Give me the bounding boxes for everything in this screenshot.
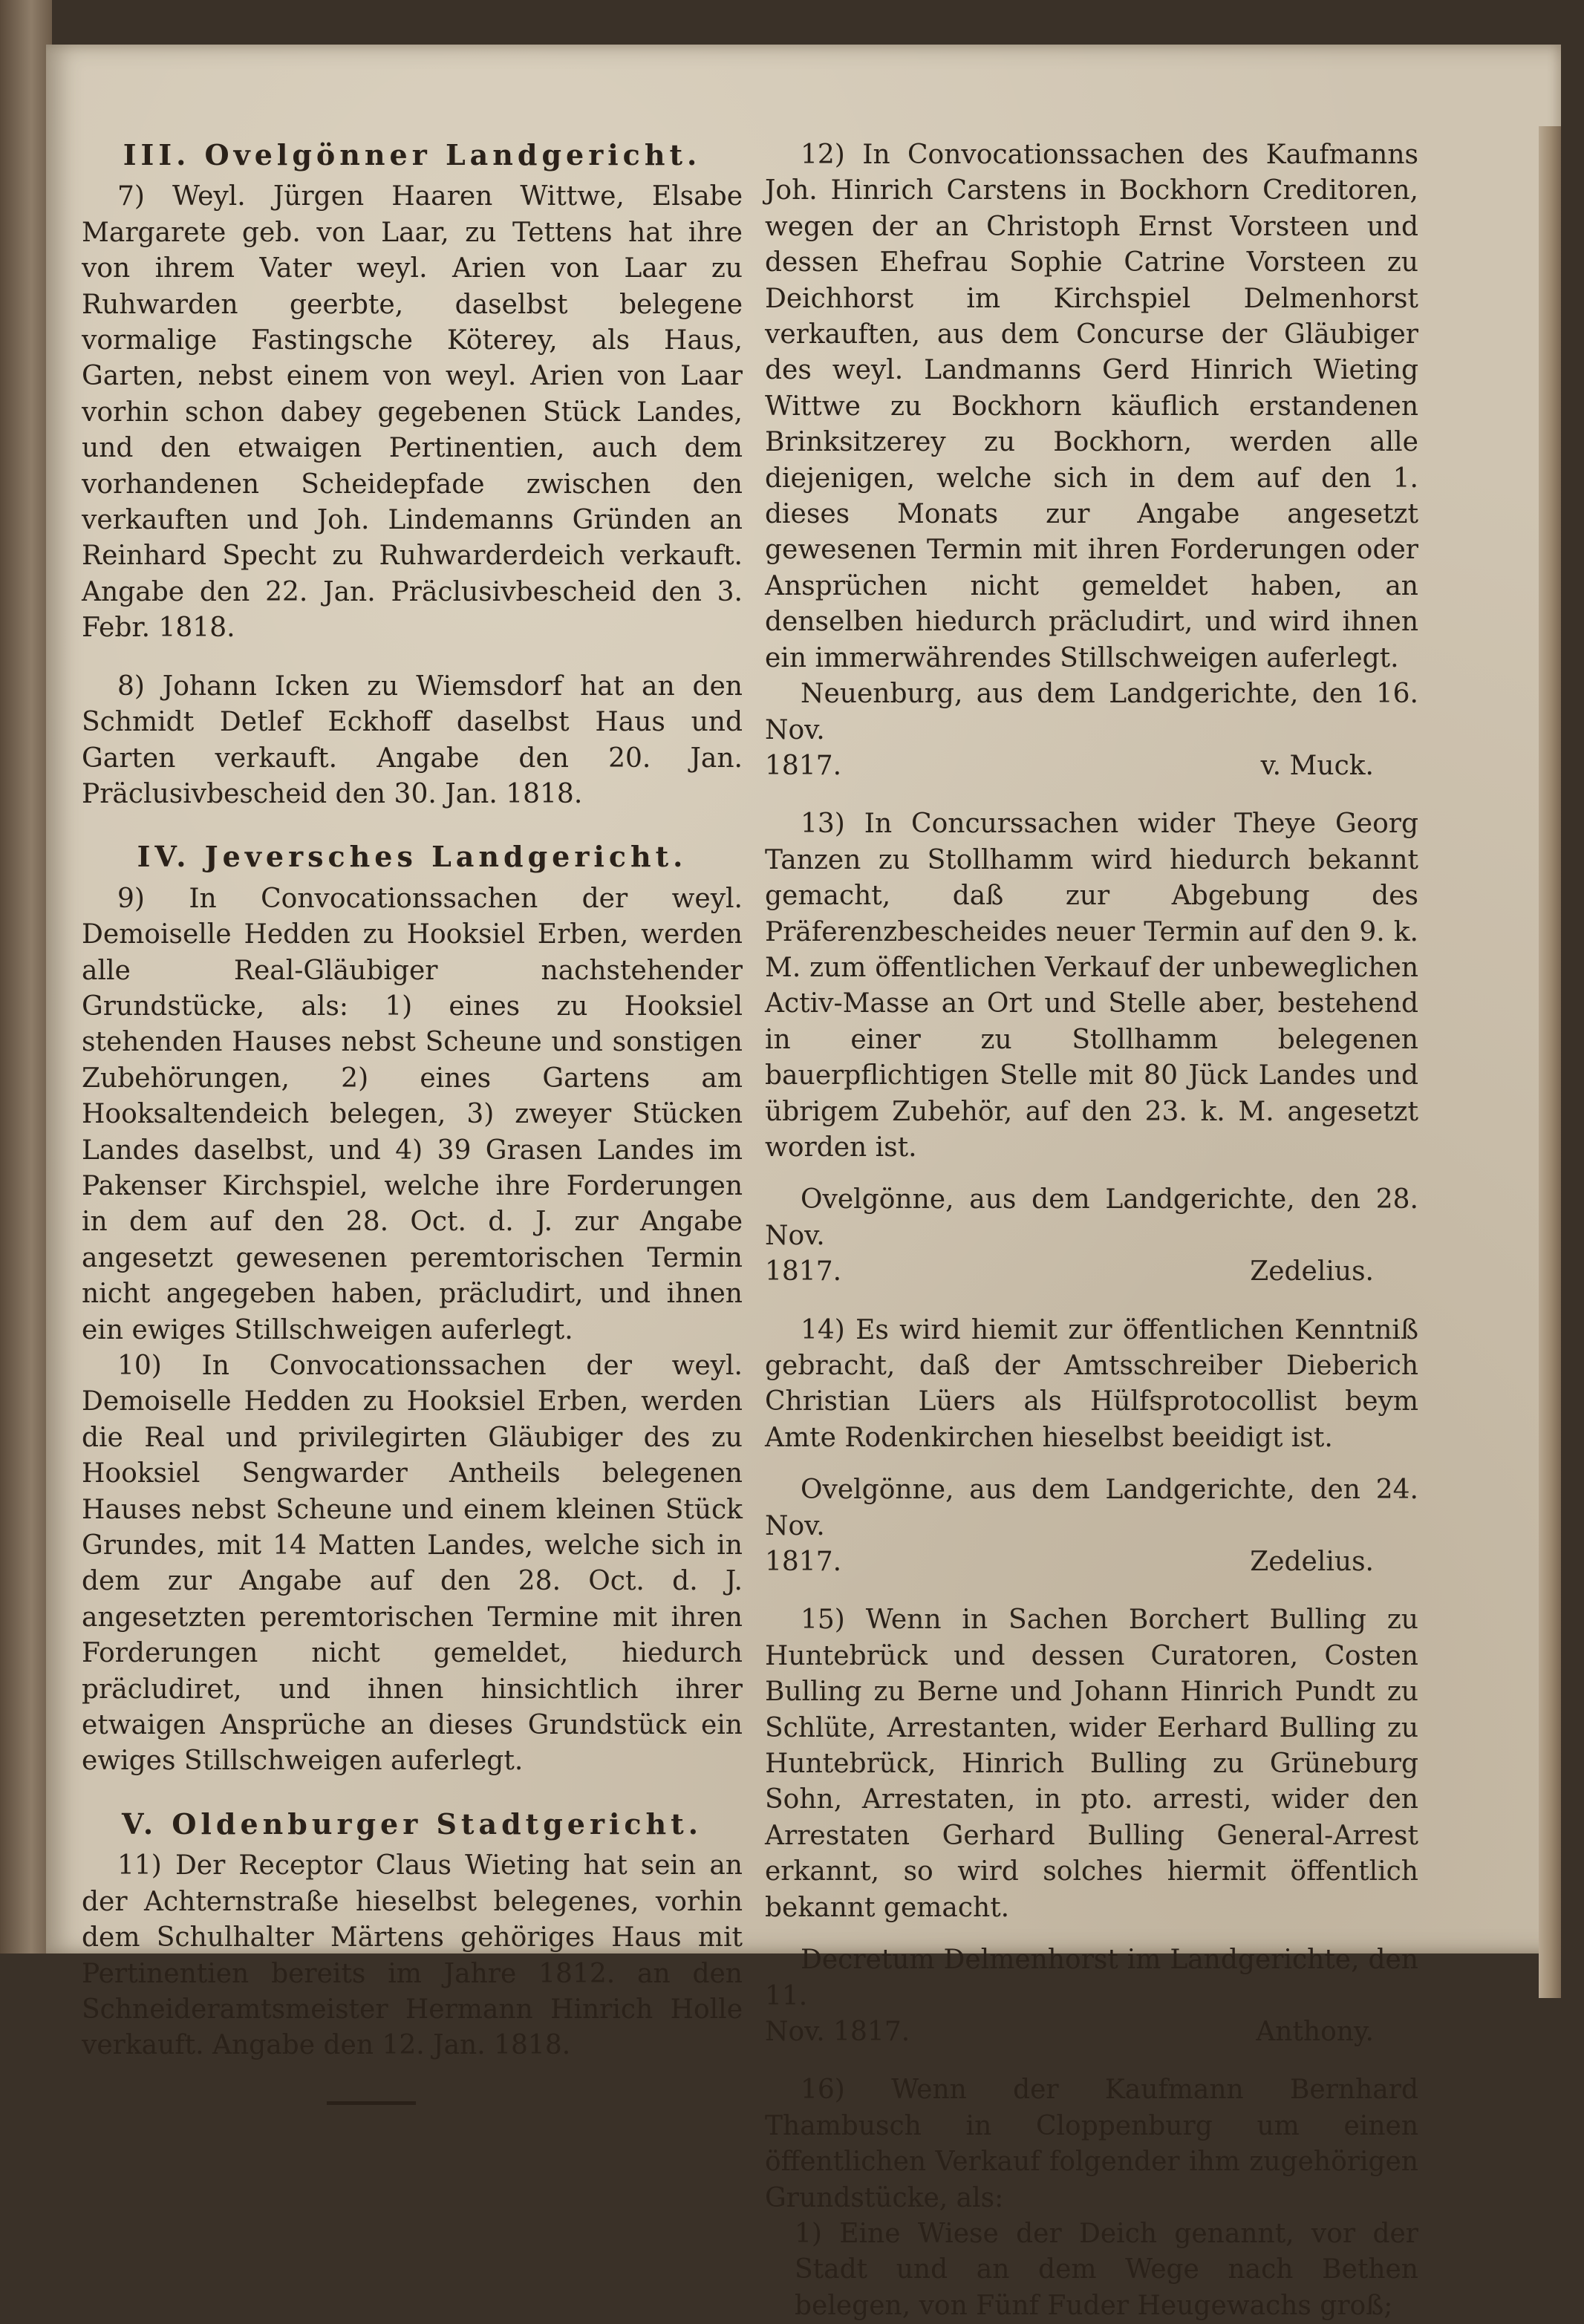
notice-15: 15) Wenn in Sachen Borchert Bulling zu Huntebrück und dessen Curatoren, Costen Bulling zu Berne und Johann Hinrich Pundt zu Schlüte, Arrestanten, wider Eerhard Bulling zu Huntebrück, Hinrich Bulling zu Grüneburg Sohn, Arrestaten, in pto. arresti, wider den Arrestaten Gerhard Bulling General-Arrest erkannt, so wird solches hiermit öffentlich bekannt gemacht. bbox=[765, 1605, 1418, 1923]
notice-12-dateline bbox=[765, 748, 1418, 784]
notice-14-place: Ovelgönne, aus dem Landgerichte, den 24. Nov. bbox=[765, 1475, 1418, 1541]
notice-15-dateline bbox=[765, 2014, 1418, 2050]
notice-14-signature: Zedelius. bbox=[1250, 1547, 1374, 1578]
notice-12-place: Neuenburg, aus dem Landgerichte, den 16. Nov. bbox=[765, 679, 1418, 745]
section-heading-ovelgoenne: III. Ovelgönner Landgericht. bbox=[123, 138, 702, 172]
section-end-rule bbox=[327, 2101, 416, 2105]
notice-10: 10) In Convocationssachen der weyl. Demoiselle Hedden zu Hooksiel Erben, werden die Real und privilegirten Gläubiger des zu Hooksiel Sengwarder Antheils belegenen Hauses nebst Scheune und einem kleinen Stück Grundes, mit 14 Matten Landes, welche sich in dem zur Angabe auf den 28. Oct. d. J. angesetzten peremtorischen Termine mit ihren Forderungen nicht gemeldet, hiedurch präcludiret, und ihnen hinsichtlich ihrer etwaigen Ansprüche an dieses Grundstück ein ewiges Stillschweigen auferlegt. bbox=[82, 1351, 743, 1777]
notice-7: 7) Weyl. Jürgen Haaren Wittwe, Elsabe Margarete geb. von Laar, zu Tettens hat ihre von ihrem Vater weyl. Arien von Laar zu Ruhwarden geerbte, daselbst belegene vormalige Fastingsche Köterey, als Haus, Garten, nebst einem von weyl. Arien von Laar vorhin schon dabey gegebenen Stück Landes, und den etwaigen Pertinentien, auch dem vorhandenen Scheidepfade zwischen den verkauften und Joh. Lindemanns Gründen an Reinhard Specht zu Ruhwarderdeich verkauft. Angabe den 22. Jan. Präclusivbescheid den 3. Febr. 1818. bbox=[82, 181, 743, 644]
right-column bbox=[765, 137, 1418, 2324]
notice-12-signature: v. Muck. bbox=[1260, 750, 1374, 781]
notice-16-item-1: 1) Eine Wiese der Deich genannt, vor der Stadt und an dem Wege nach Bethen belegen, von Fünf Fuder Heugewachs groß; bbox=[795, 2218, 1418, 2321]
notice-8: 8) Johann Icken zu Wiemsdorf hat an den Schmidt Detlef Eckhoff daselbst Haus und Garten verkauft. Angabe den 20. Jan. Präclusivbescheid den 30. Jan. 1818. bbox=[82, 670, 743, 809]
left-column bbox=[82, 137, 743, 2105]
notice-15-year: Nov. 1817. bbox=[765, 2016, 910, 2047]
section-heading-oldenburg: V. Oldenburger Stadtgericht. bbox=[122, 1806, 703, 1841]
notice-13-signature: Zedelius. bbox=[1250, 1256, 1374, 1287]
page-block-edge bbox=[1539, 126, 1561, 1998]
notice-11: 11) Der Receptor Claus Wieting hat sein an der Achternstraße hieselbst belegenes, vorhin dem Schulhalter Märtens gehöriges Haus mit Pertinentien bereits im Jahre 1812. an den Schneideramtsmeister Hermann Hinrich Holle verkauft. Angabe den 12. Jan. 1818. bbox=[82, 1850, 743, 2061]
notice-13: 13) In Concurssachen wider Theye Georg Tanzen zu Stollhamm wird hiedurch bekannt gemacht, daß zur Abgebung des Präferenzbescheides neuer Termin auf den 9. k. M. zum öffentlichen Verkauf der unbeweglichen Activ-Masse an Ort und Stelle aber, bestehend in einer zu Stollhamm belegenen bauerpflichtigen Stelle mit 80 Jück Landes und übrigem Zubehör, auf den 23. k. M. angesetzt worden ist. bbox=[765, 809, 1418, 1163]
notice-15-signature: Anthony. bbox=[1256, 2016, 1374, 2047]
notice-12-year: 1817. bbox=[765, 750, 842, 781]
notice-14-dateline bbox=[765, 1544, 1418, 1580]
notice-9: 9) In Convocationssachen der weyl. Demoiselle Hedden zu Hooksiel Erben, werden alle Real-Gläubiger nachstehender Grundstücke, als: 1) eines zu Hooksiel stehenden Hauses nebst Scheune und sonstigen Zubehörungen, 2) eines Gartens am Hooksaltendeich belegen, 3) zweyer Stücken Landes daselbst, und 4) 39 Grasen Landes im Pakenser Kirchspiel, welche ihre Forderungen in dem auf den 28. Oct. d. J. zur Angabe angesetzt gewesenen peremtorischen Termin nicht angegeben haben, präcludirt, und ihnen ein ewiges Stillschweigen auferlegt. bbox=[82, 883, 743, 1345]
notice-16: 16) Wenn der Kaufmann Bernhard Thambusch in Cloppenburg um einen öffentlichen Verkauf folgender ihm zugehörigen Grundstücke, als: bbox=[765, 2075, 1418, 2213]
notice-14-year: 1817. bbox=[765, 1547, 842, 1578]
section-heading-jever: IV. Jeversches Landgericht. bbox=[137, 840, 688, 874]
notice-14: 14) Es wird hiemit zur öffentlichen Kenntniß gebracht, daß der Amtsschreiber Dieberich Christian Lüers als Hülfsprotocollist beym Amte Rodenkirchen hieselbst beeidigt ist. bbox=[765, 1314, 1418, 1453]
notice-15-place: Decretum Delmenhorst im Landgerichte, den 11. bbox=[765, 1945, 1418, 2011]
notice-13-dateline bbox=[765, 1254, 1418, 1290]
notice-13-year: 1817. bbox=[765, 1256, 842, 1287]
notice-13-place: Ovelgönne, aus dem Landgerichte, den 28. Nov. bbox=[765, 1184, 1418, 1251]
notice-12: 12) In Convocationssachen des Kaufmanns Joh. Hinrich Carstens in Bockhorn Creditoren, wegen der an Christoph Ernst Vorsteen und dessen Ehefrau Sophie Catrine Vorsteen zu Deichhorst im Kirchspiel Delmenhorst verkauften, aus dem Concurse der Gläubiger des weyl. Landmanns Gerd Hinrich Wieting Wittwe zu Bockhorn käuflich erstandenen Brinksitzerey zu Bockhorn, werden alle diejenigen, welche sich in dem auf den 1. dieses Monats zur Angabe angesetzt gewesenen Termin mit ihren Forderungen oder Ansprüchen nicht gemeldet haben, an denselben hiedurch präcludirt, und wird ihnen ein immerwährendes Stillschweigen auferlegt. bbox=[765, 140, 1418, 673]
facing-page-edge bbox=[0, 0, 52, 1953]
